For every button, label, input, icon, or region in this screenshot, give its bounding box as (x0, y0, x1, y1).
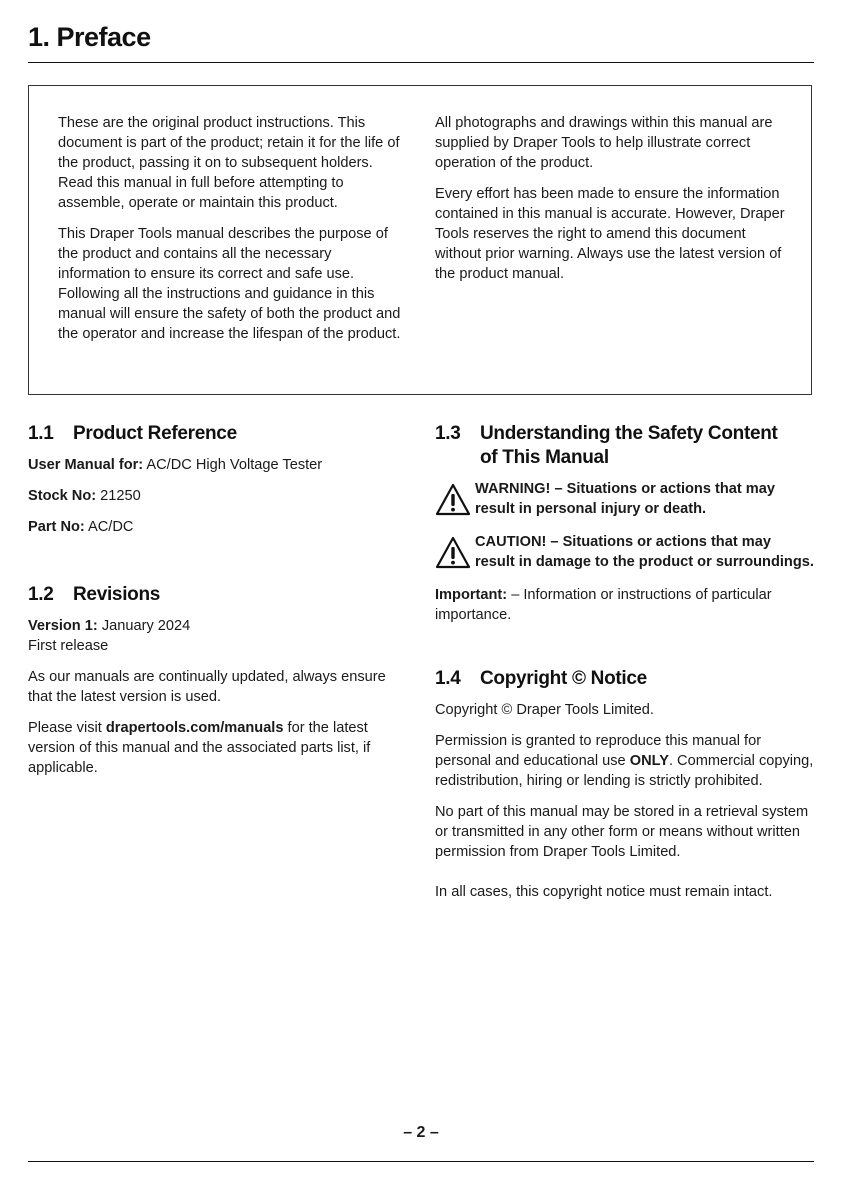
stock-no-line (28, 486, 403, 506)
intro-paragraph: All photographs and drawings within this manual are supplied by Draper Tools to help illustrate correct operation of the product. (435, 115, 773, 171)
section-title: Revisions (73, 584, 161, 605)
page-number: – 2 – (403, 1124, 439, 1141)
manual-for-line (28, 455, 403, 475)
intro-paragraph: Every effort has been made to ensure the information contained in this manual is accurate. However, Draper Tools reserves the right to amend this document without prior warning. Always use the latest version of the product manual. (435, 186, 785, 282)
section-copyright (435, 667, 817, 902)
section-heading (435, 667, 817, 691)
visit-text: Please visit (28, 720, 106, 736)
intact-paragraph: In all cases, this copyright notice must remain intact. (435, 884, 773, 900)
page-title: 1. Preface (28, 22, 151, 52)
section-revisions (28, 583, 403, 778)
manual-for-value: AC/DC High Voltage Tester (143, 457, 323, 473)
warning-text: WARNING! – Situations or actions that may result in personal injury or death. (475, 481, 776, 517)
section-product-reference (28, 422, 403, 537)
intro-right-column (435, 113, 790, 295)
section-number: 1.1 (28, 423, 54, 444)
version-note: First release (28, 638, 109, 654)
manual-for-label: User Manual for: (28, 457, 144, 473)
intro-box (28, 85, 812, 395)
warning-triangle-icon (435, 479, 475, 522)
visit-paragraph (28, 718, 403, 778)
part-no-value: AC/DC (84, 519, 134, 535)
version-label: Version 1: (28, 618, 98, 634)
intro-left-column (58, 113, 403, 355)
important-label: Important: (435, 587, 508, 603)
section-number: 1.2 (28, 584, 54, 605)
part-no-line (28, 517, 403, 537)
intro-paragraph: This Draper Tools manual describes the purpose of the product and contains all the necessary information to ensure its correct and safe use. Following all the instructions and guidance in this manual will ensure the safety of both the product and the operator and increase the lifespan of the product. (58, 226, 401, 342)
caution-notice (435, 532, 817, 575)
section-heading (28, 422, 403, 446)
storage-paragraph: No part of this manual may be stored in a retrieval system or transmitted in any other form or means without written permission from Draper Tools Limited. (435, 804, 809, 860)
visit-text: for the latest version of this manual and the associated parts list, if applicable. (28, 720, 371, 776)
permission-text: Permission is granted to reproduce this manual for personal and educational use (435, 733, 762, 769)
permission-text: . Commercial copying, redistribution, hiring or lending is strictly prohibited. (435, 753, 814, 789)
section-safety-content (435, 422, 817, 625)
revisions-paragraph: As our manuals are continually updated, always ensure that the latest version is used. (28, 669, 386, 705)
manuals-link[interactable]: drapertools.com/manuals (105, 720, 284, 736)
intro-paragraph: These are the original product instructions. This document is part of the product; retain it for the life of the product, passing it on to subsequent holders. Read this manual in full before attempting to assemble, operate or maintain this product. (58, 115, 400, 211)
part-no-label: Part No: (28, 519, 85, 535)
section-number: 1.3 (435, 423, 461, 444)
section-heading (28, 583, 403, 607)
version-value: January 2024 (97, 618, 191, 634)
top-divider (28, 62, 814, 63)
section-title: Product Reference (73, 423, 237, 444)
stock-no-value: 21250 (96, 488, 141, 504)
caution-text: CAUTION! – Situations or actions that may result in damage to the product or surroundings. (475, 534, 814, 570)
section-heading (435, 422, 817, 470)
version-line (28, 616, 403, 636)
section-title-line: of This Manual (480, 447, 609, 468)
section-title (480, 422, 778, 470)
important-text: – Information or instructions of particular importance. (435, 587, 772, 623)
permission-emphasis: ONLY (629, 753, 669, 769)
warning-triangle-icon (435, 532, 475, 575)
stock-no-label: Stock No: (28, 488, 97, 504)
permission-paragraph (435, 731, 817, 791)
important-line (435, 585, 817, 625)
bottom-divider (28, 1161, 814, 1162)
warning-notice (435, 479, 817, 522)
section-title: Copyright © Notice (480, 668, 647, 689)
copyright-line: Copyright © Draper Tools Limited. (435, 702, 654, 718)
section-title-line: Understanding the Safety Content (480, 423, 778, 444)
section-number: 1.4 (435, 668, 461, 689)
